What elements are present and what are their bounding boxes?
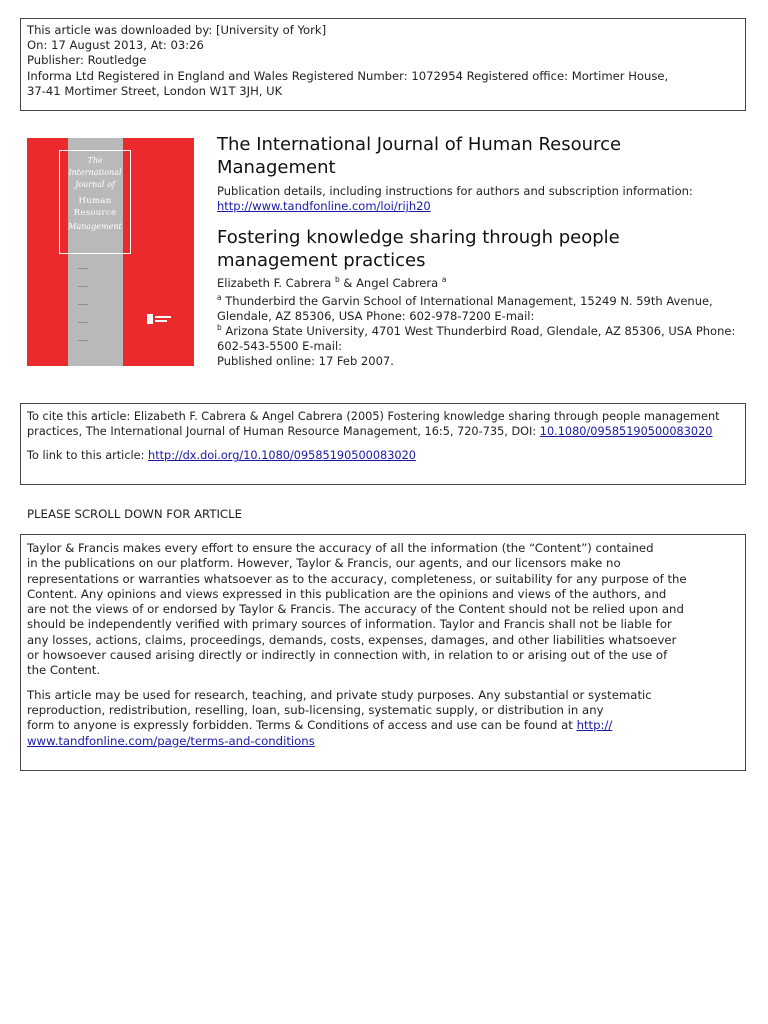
journal-title-line: Management — [217, 157, 336, 178]
article-link-line — [27, 448, 739, 463]
cover-rule — [78, 304, 88, 305]
article-link-label: To link to this article: — [27, 449, 149, 463]
disclaimer-line: Taylor & Francis makes every effort to ensure the accuracy of all the information (the “Content”) contained — [27, 541, 654, 555]
disclaimer-line: Content. Any opinions and views expressed in this publication are the opinions and views of the authors, and — [27, 586, 667, 601]
cover-rule — [78, 322, 88, 323]
disclaimer-line: representations or warranties whatsoever as to the accuracy, completeness, or suitability for any purpose of the — [27, 571, 687, 586]
article-title-line: management practices — [217, 250, 426, 271]
usage-line: This article may be used for research, teaching, and private study purposes. Any substantial or systematic — [27, 687, 652, 702]
citation-text: practices, The International Journal of Human Resource Management, 16:5, 720-735, DOI: — [27, 425, 540, 439]
affiliation-marker: a — [441, 275, 447, 285]
disclaimer-line: in the publications on our platform. However, Taylor & Francis, our agents, and our licensors make no — [27, 556, 621, 571]
affiliation-b-line: Arizona State University, 4701 West Thunderbird Road, Glendale, AZ 85306, USA Phone: — [225, 324, 736, 338]
cover-rule — [78, 340, 88, 341]
usage-line: form to anyone is expressly forbidden. Terms & Conditions of access and use can be found at — [27, 718, 577, 733]
affiliation-marker: b — [335, 275, 340, 285]
disclaimer-line: the Content. — [27, 663, 101, 678]
usage-line: reproduction, redistribution, reselling, loan, sub-licensing, systematic supply, or distribution in any — [27, 702, 604, 717]
article-title — [217, 226, 620, 272]
cover-title-line: The — [87, 156, 103, 165]
registration-address: 37-41 Mortimer Street, London W1T 3JH, UK — [27, 83, 283, 98]
author-name: Elizabeth F. Cabrera — [217, 276, 332, 290]
doi-link[interactable]: 10.1080/09585190500083020 — [539, 425, 713, 439]
disclaimer-line: or howsoever caused arising directly or indirectly in connection with, in relation to or arising out of the use of — [27, 648, 668, 663]
citation-box — [20, 403, 746, 485]
affiliation-a-line: Thunderbird the Garvin School of International Management, 15249 N. 59th Avenue, — [225, 294, 713, 308]
journal-cover-image — [27, 138, 194, 366]
terms-link[interactable]: www.tandfonline.com/page/terms-and-conditions — [27, 733, 315, 748]
affiliation-b-line: 602-543-5500 E-mail: — [217, 339, 343, 353]
usage-paragraph — [27, 688, 739, 749]
scroll-notice: PLEASE SCROLL DOWN FOR ARTICLE — [27, 507, 242, 521]
terms-link[interactable]: http:// — [576, 718, 613, 733]
cover-title-line: Resource — [73, 208, 117, 218]
author-name: Angel Cabrera — [356, 276, 439, 290]
journal-title — [217, 133, 621, 179]
cover-rule — [78, 268, 88, 269]
affiliation-a-line: Glendale, AZ 85306, USA Phone: 602-978-7200 E-mail: — [217, 309, 535, 323]
publication-details-text: Publication details, including instructions for authors and subscription information: — [217, 184, 693, 198]
journal-url-link[interactable]: http://www.tandfonline.com/loi/rijh20 — [217, 199, 431, 213]
download-info-box — [20, 18, 746, 111]
cover-title-line: International — [68, 168, 122, 177]
authors — [217, 276, 446, 291]
cover-title-line: Human — [78, 196, 112, 206]
disclaimer-box — [20, 534, 746, 771]
citation-line — [27, 424, 739, 439]
article-url-link[interactable]: http://dx.doi.org/10.1080/09585190500083020 — [148, 449, 416, 463]
registration-info: Informa Ltd Registered in England and Wales Registered Number: 1072954 Registered office: Mortimer House, — [27, 68, 669, 83]
article-title-line: Fostering knowledge sharing through people — [217, 227, 620, 248]
journal-title-line: The International Journal of Human Resource — [217, 134, 622, 155]
cover-title-line: Management — [68, 222, 122, 231]
routledge-logo-icon — [147, 313, 173, 325]
citation-line: To cite this article: Elizabeth F. Cabrera & Angel Cabrera (2005) Fostering knowledge sharing through people management — [27, 410, 720, 423]
cover-rule — [78, 286, 88, 287]
affiliation-marker: a — [217, 293, 222, 303]
author-separator: & — [339, 276, 357, 290]
cover-title-line: Journal of — [75, 180, 115, 189]
download-source: This article was downloaded by: [University of York] — [27, 23, 327, 37]
publication-details — [217, 184, 693, 214]
download-date: On: 17 August 2013, At: 03:26 — [27, 38, 204, 53]
disclaimer-paragraph — [27, 541, 739, 679]
published-online-date: Published online: 17 Feb 2007. — [217, 354, 394, 368]
disclaimer-line: should be independently verified with primary sources of information. Taylor and Francis shall not be liable for — [27, 617, 672, 632]
publisher: Publisher: Routledge — [27, 53, 147, 68]
disclaimer-line: are not the views of or endorsed by Taylor & Francis. The accuracy of the Content should not be relied upon and — [27, 602, 684, 617]
disclaimer-line: any losses, actions, claims, proceedings, demands, costs, expenses, damages, and other liabilities whatsoever — [27, 632, 677, 647]
affiliations — [217, 294, 737, 369]
affiliation-marker: b — [217, 323, 222, 333]
